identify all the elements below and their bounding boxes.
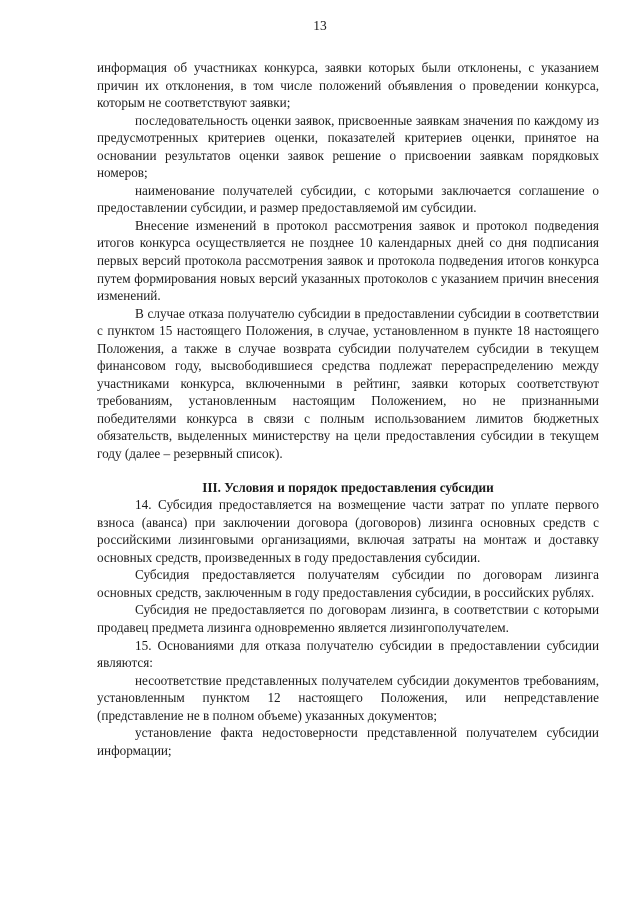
paragraph-recipients-names: наименование получателей субсидии, с которыми заключается соглашение о предоставлении субсидии, и размер предоставляемой им субсидии.	[97, 182, 599, 216]
paragraph-clause-14: 14. Субсидия предоставляется на возмещение части затрат по уплате первого взноса (аванса) при заключении договора (договоров) лизинга основных средств с российскими лизинговыми организациями, включая затраты на монтаж и доставку основных средств, произведенных в году предоставления субсидии.	[97, 497, 599, 565]
page-body	[97, 59, 599, 759]
paragraph-leasing-contracts: Субсидия предоставляется получателям субсидии по договорам лизинга основных средств, заключенным в году предоставления субсидии, в российских рублях.	[97, 567, 599, 600]
section-heading: III. Условия и порядок предоставления субсидии	[202, 479, 494, 495]
paragraph-documents-mismatch: несоответствие представленных получателем субсидии документов требованиям, установленным пунктом 12 настоящего Положения, или непредставление (представление не в полном объеме) указанных документов;	[97, 672, 599, 723]
paragraph-not-granted: Субсидия не предоставляется по договорам лизинга, в соответствии с которыми продавец предмета лизинга одновременно является лизингополучателем.	[97, 602, 599, 635]
paragraph-clause-15: 15. Основаниями для отказа получателю субсидии в предоставлении субсидии являются:	[97, 637, 599, 671]
paragraph-rejected-participants: информация об участниках конкурса, заявки которых были отклонены, с указанием причин их отклонения, в том числе положений объявления о проведении конкурса, которым не соответствуют заявки;	[97, 60, 599, 111]
page-number: 13	[313, 18, 327, 33]
paragraph-protocol-changes: Внесение изменений в протокол рассмотрения заявок и протокол подведения итогов конкурса осуществляется не позднее 10 календарных дней со дня подписания первых версий протокола рассмотрения заявок и протокола подведения итогов конкурса путем формирования новых версий указанных протоколов с указанием причин внесения изменений.	[97, 217, 599, 304]
paragraph-evaluation-sequence: последовательность оценки заявок, присвоенные заявкам значения по каждому из предусмотренных критериев оценки, показателей критериев оценки, принятое на основании результатов оценки заявок решение о присвоении заявкам порядковых номеров;	[97, 112, 599, 181]
paragraph-reserve-list: В случае отказа получателю субсидии в предоставлении субсидии в соответствии с пунктом 15 настоящего Положения, в случае, установленном в пункте 18 настоящего Положения, а также в случае возврата субсидии получателем субсидии в текущем финансовом году, высвободившиеся средства подлежат перераспределению между участниками конкурса, включенными в рейтинг, заявки которых соответствуют требованиям, установленным настоящим Положением, но не признанными победителями конкурса в связи с полным использованием лимитов бюджетных обязательств, выделенных министерству на цели предоставления субсидии в текущем году (далее – резервный список).	[97, 305, 599, 462]
paragraph-false-information: установление факта недостоверности представленной получателем субсидии информации;	[97, 725, 599, 758]
